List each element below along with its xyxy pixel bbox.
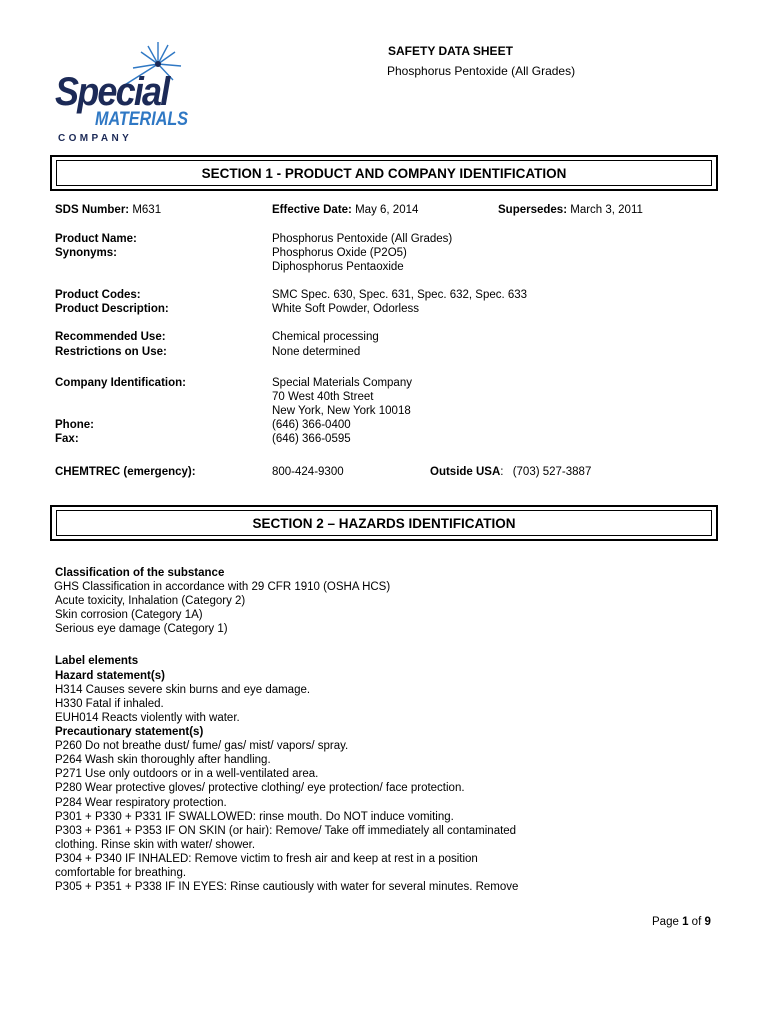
- recommended-use-value: Chemical processing: [272, 331, 379, 343]
- precautionary-statement-continued: comfortable for breathing.: [55, 867, 187, 879]
- hazard-statement: H330 Fatal if inhaled.: [55, 698, 164, 710]
- fax-label: Fax:: [55, 433, 79, 445]
- chemtrec-label: CHEMTREC (emergency):: [55, 466, 196, 478]
- precautionary-statement: P271 Use only outdoors or in a well-ventilated area.: [55, 768, 319, 780]
- restrictions-label: Restrictions on Use:: [55, 346, 167, 358]
- page-of-word: of: [691, 916, 702, 928]
- supersedes-row: [498, 203, 643, 217]
- page-number: [652, 916, 711, 928]
- product-name-value: Phosphorus Pentoxide (All Grades): [272, 233, 453, 245]
- document-subtitle: Phosphorus Pentoxide (All Grades): [387, 64, 576, 78]
- classification-heading: Classification of the substance: [55, 567, 225, 579]
- page-word: Page: [652, 916, 679, 928]
- effective-date-label: Effective Date:: [272, 204, 352, 216]
- fax-value: (646) 366-0595: [272, 433, 351, 445]
- sds-number-label: SDS Number:: [55, 204, 130, 216]
- phone-label: Phone:: [55, 419, 94, 431]
- classification-item: Acute toxicity, Inhalation (Category 2): [55, 595, 246, 607]
- precautionary-statement: P303 + P361 + P353 IF ON SKIN (or hair): Remove/ Take off immediately all contaminated: [55, 825, 517, 837]
- precautionary-statement-continued: clothing. Rinse skin with water/ shower.: [55, 839, 256, 851]
- precautionary-statements-heading: Precautionary statement(s): [55, 726, 204, 738]
- product-description-label: Product Description:: [55, 303, 169, 315]
- hazard-statement: H314 Causes severe skin burns and eye damage.: [55, 684, 311, 696]
- outside-usa-colon: :: [500, 466, 504, 478]
- outside-usa-row: [430, 465, 591, 479]
- section2-heading: SECTION 2 – HAZARDS IDENTIFICATION: [56, 510, 712, 536]
- outside-usa-label: Outside USA: [430, 466, 501, 478]
- precautionary-statement: P264 Wash skin thoroughly after handling.: [55, 754, 271, 766]
- label-elements-heading: Label elements: [55, 655, 139, 667]
- outside-usa-value: (703) 527-3887: [512, 466, 592, 478]
- precautionary-statement: P280 Wear protective gloves/ protective clothing/ eye protection/ face protection.: [55, 782, 465, 794]
- chemtrec-value: 800-424-9300: [272, 466, 344, 478]
- classification-item: Skin corrosion (Category 1A): [55, 609, 203, 621]
- precautionary-statement: P304 + P340 IF INHALED: Remove victim to fresh air and keep at rest in a position: [55, 853, 478, 865]
- supersedes-label: Supersedes:: [498, 204, 568, 216]
- document-title: SAFETY DATA SHEET: [388, 44, 513, 58]
- precautionary-statement: P284 Wear respiratory protection.: [55, 797, 227, 809]
- product-codes-value: SMC Spec. 630, Spec. 631, Spec. 632, Spec. 633: [272, 289, 528, 301]
- page-current: 1: [682, 916, 689, 928]
- product-codes-label: Product Codes:: [55, 289, 141, 301]
- logo-materials-text: MATERIALS: [95, 109, 189, 130]
- effective-date-row: [272, 203, 418, 217]
- synonym-2: Diphosphorus Pentaoxide: [272, 261, 404, 273]
- hazard-statements-heading: Hazard statement(s): [55, 670, 165, 682]
- section1-heading-box: [50, 155, 718, 191]
- recommended-use-label: Recommended Use:: [55, 331, 166, 343]
- hazard-statement: EUH014 Reacts violently with water.: [55, 712, 240, 724]
- phone-value: (646) 366-0400: [272, 419, 351, 431]
- synonym-1: Phosphorus Oxide (P2O5): [272, 247, 407, 259]
- classification-item: Serious eye damage (Category 1): [55, 623, 228, 635]
- ghs-classification-line: GHS Classification in accordance with 29 CFR 1910 (OSHA HCS): [54, 581, 391, 593]
- company-address-line2: New York, New York 10018: [272, 405, 411, 417]
- section2-heading-box: [50, 505, 718, 541]
- product-description-value: White Soft Powder, Odorless: [272, 303, 420, 315]
- page-total: 9: [704, 916, 711, 928]
- effective-date-value: May 6, 2014: [355, 204, 419, 216]
- restrictions-value: None determined: [272, 346, 361, 358]
- synonyms-label: Synonyms:: [55, 247, 117, 259]
- sds-number-row: [55, 203, 161, 217]
- precautionary-statement: P301 + P330 + P331 IF SWALLOWED: rinse mouth. Do NOT induce vomiting.: [55, 811, 454, 823]
- company-address-line1: 70 West 40th Street: [272, 391, 374, 403]
- precautionary-statement: P260 Do not breathe dust/ fume/ gas/ mist/ vapors/ spray.: [55, 740, 349, 752]
- company-logo: [55, 42, 189, 148]
- logo-special-text: Special: [55, 70, 169, 114]
- company-identification-label: Company Identification:: [55, 377, 186, 389]
- supersedes-value: March 3, 2011: [570, 204, 643, 216]
- logo-company-text: COMPANY: [58, 133, 133, 144]
- product-name-label: Product Name:: [55, 233, 137, 245]
- sds-number-value: M631: [132, 204, 162, 216]
- company-name: Special Materials Company: [272, 377, 412, 389]
- precautionary-statement: P305 + P351 + P338 IF IN EYES: Rinse cautiously with water for several minutes. Remove: [55, 881, 519, 893]
- section1-heading: SECTION 1 - PRODUCT AND COMPANY IDENTIFICATION: [56, 160, 712, 186]
